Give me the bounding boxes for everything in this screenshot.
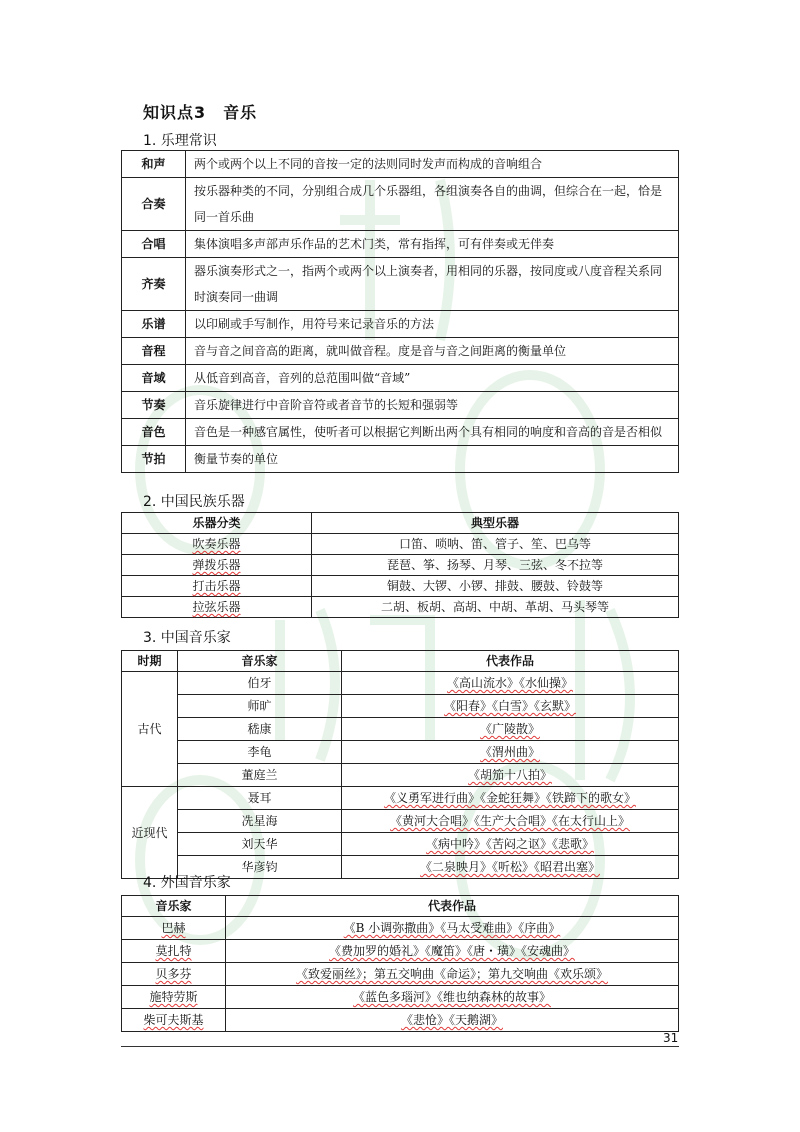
foreign-musicians-table — [121, 895, 679, 1032]
instrument-category-text: 拉弦乐器 — [192, 600, 241, 614]
foreign-musician-works-text: 《悲怆》《天鹅湖》 — [400, 1013, 503, 1027]
musician-name: 李龟 — [178, 741, 342, 764]
table-row — [122, 258, 679, 311]
foreign-musician-name — [122, 917, 226, 940]
instrument-examples: 琵琶、筝、扬琴、月琴、三弦、冬不拉等 — [312, 555, 679, 576]
table-row — [122, 940, 679, 963]
musician-name: 聂耳 — [178, 787, 342, 810]
foreign-musician-works — [226, 986, 679, 1009]
instrument-category — [122, 534, 312, 555]
table-row — [122, 695, 679, 718]
musician-works — [342, 741, 679, 764]
theory-definition: 两个或两个以上不同的音按一定的法则同时发声而构成的音响组合 — [186, 151, 679, 178]
musician-works-text: 《广陵散》 — [479, 722, 540, 736]
theory-definition: 音色是一种感官属性，使听者可以根据它判断出两个具有相同的响度和音高的音是否相似 — [186, 419, 679, 446]
instrument-category — [122, 597, 312, 618]
musician-works-text: 《渭州曲》 — [479, 745, 540, 759]
chinese-musicians-table — [121, 650, 679, 879]
theory-term: 乐谱 — [122, 311, 186, 338]
theory-definition: 音与音之间音高的距离，就叫做音程。度是音与音之间距离的衡量单位 — [186, 338, 679, 365]
theory-definition: 音乐旋律进行中音阶音符或者音节的长短和强弱等 — [186, 392, 679, 419]
theory-definition: 以印刷或手写制作，用符号来记录音乐的方法 — [186, 311, 679, 338]
table-header-row — [122, 651, 679, 672]
table-row — [122, 986, 679, 1009]
column-header: 音乐家 — [122, 896, 226, 917]
theory-term: 合奏 — [122, 178, 186, 231]
foreign-musician-works-text: 《致爱丽丝》；第五交响曲《命运》；第九交响曲《欢乐颂》 — [295, 967, 608, 981]
table-header-row — [122, 513, 679, 534]
musician-works — [342, 695, 679, 718]
table-row — [122, 178, 679, 231]
instrument-category — [122, 555, 312, 576]
table-row — [122, 963, 679, 986]
foreign-musician-name-text: 巴赫 — [161, 921, 186, 935]
theory-term: 音色 — [122, 419, 186, 446]
table-row — [122, 151, 679, 178]
table-row — [122, 365, 679, 392]
section-heading-foreign-musicians: 4. 外国音乐家 — [143, 875, 231, 891]
musician-works-text: 《阳春》《白雪》《玄默》 — [443, 699, 576, 713]
musician-works — [342, 856, 679, 879]
musician-period: 近现代 — [122, 787, 178, 879]
instrument-examples: 口笛、唢呐、笛、管子、笙、巴乌等 — [312, 534, 679, 555]
table-row — [122, 392, 679, 419]
foreign-musician-name-text: 柴可夫斯基 — [143, 1013, 204, 1027]
table-row — [122, 576, 679, 597]
table-row — [122, 311, 679, 338]
table-row — [122, 833, 679, 856]
foreign-musician-name — [122, 963, 226, 986]
section-heading-music-theory: 1. 乐理常识 — [143, 133, 217, 149]
theory-term: 齐奏 — [122, 258, 186, 311]
page-number: 31 — [663, 1031, 679, 1045]
table-row — [122, 672, 679, 695]
theory-definition: 按乐器种类的不同，分别组合成几个乐器组，各组演奏各自的曲调，但综合在一起，恰是同一首乐曲 — [186, 178, 679, 231]
theory-term: 节奏 — [122, 392, 186, 419]
instrument-category-text: 打击乐器 — [192, 579, 241, 593]
musician-works-text: 《病中吟》《苦闷之讴》《悲歌》 — [425, 837, 594, 851]
theory-definition: 集体演唱多声部声乐作品的艺术门类，常有指挥，可有伴奏或无伴奏 — [186, 231, 679, 258]
musician-works — [342, 764, 679, 787]
foreign-musician-name-text: 施特劳斯 — [149, 990, 198, 1004]
musician-works-text: 《二泉映月》《听松》《昭君出塞》 — [419, 860, 600, 874]
musician-works-text: 《胡笳十八拍》 — [467, 768, 552, 782]
table-header-row — [122, 896, 679, 917]
section-heading-chinese-instruments: 2. 中国民族乐器 — [143, 494, 245, 510]
foreign-musician-name-text: 贝多芬 — [155, 967, 192, 981]
table-row — [122, 419, 679, 446]
foreign-musician-works — [226, 917, 679, 940]
page-title: 知识点3 音乐 — [143, 103, 258, 122]
column-header: 音乐家 — [178, 651, 342, 672]
musician-works — [342, 718, 679, 741]
footer-rule — [121, 1046, 679, 1047]
theory-term: 合唱 — [122, 231, 186, 258]
table-row — [122, 1009, 679, 1032]
table-row — [122, 597, 679, 618]
foreign-musician-name — [122, 1009, 226, 1032]
musician-name: 师旷 — [178, 695, 342, 718]
column-header: 乐器分类 — [122, 513, 312, 534]
theory-term: 和声 — [122, 151, 186, 178]
musician-works-text: 《高山流水》《水仙操》 — [446, 676, 573, 690]
theory-definition: 器乐演奏形式之一，指两个或两个以上演奏者，用相同的乐器，按同度或八度音程关系同时演奏同一曲调 — [186, 258, 679, 311]
instrument-category-text: 弹拨乐器 — [192, 558, 241, 572]
table-row — [122, 810, 679, 833]
table-row — [122, 917, 679, 940]
section-heading-chinese-musicians: 3. 中国音乐家 — [143, 630, 231, 646]
musician-name: 嵇康 — [178, 718, 342, 741]
table-row — [122, 231, 679, 258]
musician-works — [342, 810, 679, 833]
theory-definition: 从低音到高音，音列的总范围叫做“音域” — [186, 365, 679, 392]
instrument-examples: 铜鼓、大锣、小锣、排鼓、腰鼓、铃鼓等 — [312, 576, 679, 597]
musician-works-text: 《黄河大合唱》《生产大合唱》《在太行山上》 — [389, 814, 630, 828]
table-row — [122, 741, 679, 764]
table-row — [122, 534, 679, 555]
foreign-musician-works-text: 《费加罗的婚礼》《魔笛》《唐・璜》《安魂曲》 — [328, 944, 575, 958]
table-row — [122, 555, 679, 576]
foreign-musician-name — [122, 940, 226, 963]
table-row — [122, 338, 679, 365]
table-row — [122, 764, 679, 787]
foreign-musician-name — [122, 986, 226, 1009]
musician-name: 冼星海 — [178, 810, 342, 833]
foreign-musician-works-text: 《B 小调弥撒曲》《马太受难曲》《序曲》 — [343, 921, 561, 935]
musician-name: 华彦钧 — [178, 856, 342, 879]
theory-definition: 衡量节奏的单位 — [186, 446, 679, 473]
instrument-examples: 二胡、板胡、高胡、中胡、革胡、马头琴等 — [312, 597, 679, 618]
musician-name: 伯牙 — [178, 672, 342, 695]
table-row — [122, 446, 679, 473]
musician-period: 古代 — [122, 672, 178, 787]
table-row — [122, 718, 679, 741]
theory-term: 音域 — [122, 365, 186, 392]
column-header: 时期 — [122, 651, 178, 672]
music-theory-table — [121, 150, 679, 473]
musician-works — [342, 787, 679, 810]
musician-works — [342, 672, 679, 695]
foreign-musician-works — [226, 963, 679, 986]
musician-name: 董庭兰 — [178, 764, 342, 787]
table-row — [122, 787, 679, 810]
foreign-musician-name-text: 莫扎特 — [155, 944, 192, 958]
column-header: 代表作品 — [342, 651, 679, 672]
instrument-category-text: 吹奏乐器 — [192, 537, 241, 551]
foreign-musician-works — [226, 1009, 679, 1032]
chinese-instruments-table — [121, 512, 679, 618]
foreign-musician-works — [226, 940, 679, 963]
musician-name: 刘天华 — [178, 833, 342, 856]
column-header: 代表作品 — [226, 896, 679, 917]
theory-term: 节拍 — [122, 446, 186, 473]
foreign-musician-works-text: 《蓝色多瑙河》《维也纳森林的故事》 — [352, 990, 551, 1004]
musician-works — [342, 833, 679, 856]
theory-term: 音程 — [122, 338, 186, 365]
instrument-category — [122, 576, 312, 597]
column-header: 典型乐器 — [312, 513, 679, 534]
musician-works-text: 《义勇军进行曲》《金蛇狂舞》《铁蹄下的歌女》 — [383, 791, 636, 805]
